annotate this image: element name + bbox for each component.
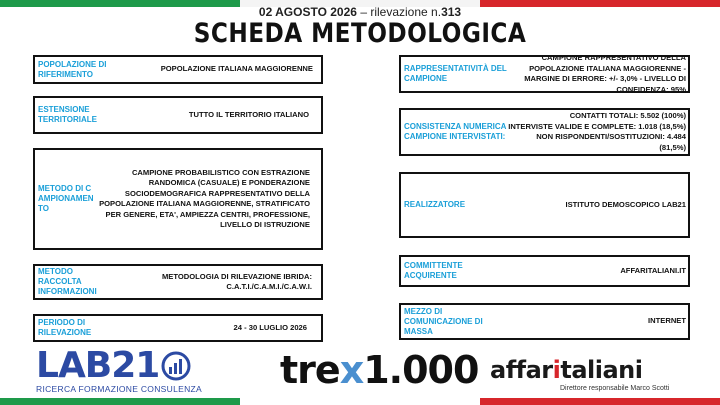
affari-director: Direttore responsabile Marco Scotti — [560, 385, 670, 392]
lab21-name: LAB21 — [36, 345, 160, 386]
affari-one: i — [552, 356, 561, 384]
affaritaliani-logo — [490, 357, 669, 392]
box-campionamento — [33, 148, 323, 250]
value-committente: AFFARITALIANI.IT — [620, 265, 686, 275]
trex-part2: 1.000 — [363, 348, 479, 392]
value-raccolta — [116, 272, 312, 293]
box-mezzo — [399, 303, 690, 340]
value-raccolta-line2: C.A.T.I./C.A.M.I./C.A.W.I. — [226, 282, 312, 291]
value-estensione: TUTTO IL TERRITORIO ITALIANO — [188, 109, 309, 119]
value-contatti-totali: CONTATTI TOTALI: 5.502 (100%) — [569, 111, 686, 120]
label-popolazione: POPOLAZIONE DI RIFERIMENTO — [38, 59, 107, 79]
box-realizzatore — [399, 172, 690, 238]
label-realizzatore: REALIZZATORE — [404, 200, 466, 209]
box-popolazione — [33, 55, 323, 84]
value-rappresentativita: CAMPIONE RAPPRESENTATIVO DELLA POPOLAZIONE ITALIANA MAGGIORENNE - MARGINE DI ERRORE: +/- 3,0% - LIVELLO DI CONFIDENZA: 95% — [524, 53, 686, 94]
value-raccolta-line1: METODOLOGIA DI RILEVAZIONE IBRIDA: — [161, 271, 312, 281]
survey-number: 313 — [441, 5, 462, 19]
affari-part1: affar — [490, 356, 553, 384]
lab21-chart-icon — [161, 351, 191, 381]
lab21-logo — [36, 345, 202, 394]
affari-part2: taliani — [560, 356, 643, 384]
page-title: SCHEDA METODOLOGICA — [193, 18, 527, 49]
box-consistenza — [399, 108, 690, 156]
trex-part1: tre — [280, 348, 340, 392]
trex1000-logo — [280, 350, 478, 390]
value-interviste-valide: INTERVISTE VALIDE E COMPLETE: 1.018 (18,5%) — [508, 121, 686, 131]
trex-x: x — [339, 348, 364, 392]
label-estensione: ESTENSIONE TERRITORIALE — [38, 105, 97, 124]
label-consistenza: CONSISTENZA NUMERICA CAMPIONE INTERVISTATI: — [404, 122, 507, 141]
date-line — [0, 5, 720, 19]
label-raccolta: METODO RACCOLTA INFORMAZIONI — [38, 267, 97, 296]
label-periodo: PERIODO DI RILEVAZIONE — [38, 318, 92, 337]
value-popolazione: POPOLAZIONE ITALIANA MAGGIORENNE — [160, 64, 313, 74]
box-estensione — [33, 96, 323, 134]
value-mezzo: INTERNET — [648, 316, 686, 326]
survey-date: 02 AGOSTO 2026 — [258, 5, 357, 19]
label-mezzo: MEZZO DI COMUNICAZIONE DI MASSA — [404, 306, 483, 336]
value-consistenza — [508, 111, 686, 153]
survey-prefix: rilevazione n. — [370, 5, 442, 19]
value-realizzatore: ISTITUTO DEMOSCOPICO LAB21 — [565, 199, 686, 209]
label-rappresentativita: RAPPRESENTATIVITÀ DEL CAMPIONE — [404, 64, 507, 83]
value-periodo: 24 - 30 LUGLIO 2026 — [233, 322, 307, 332]
label-campionamento: METODO DI CAMPIONAMENTO — [38, 184, 94, 213]
box-raccolta — [33, 264, 323, 300]
value-campionamento: CAMPIONE PROBABILISTICO CON ESTRAZIONE RANDOMICA (CASUALE) E PONDERAZIONE SOCIODEMOGRAFICA RAPPRESENTATIVO DELLA POPOLAZIONE ITALIANA MAGGIORENNE, STRATIFICATO PER GENERE, ETA', AMPIEZZA CENTRI, PROFESSIONE, LIVELLO DI ISTRUZIONE — [99, 167, 310, 229]
box-periodo — [33, 314, 323, 342]
flag-stripe-bottom — [0, 398, 720, 405]
box-committente — [399, 255, 690, 287]
lab21-tagline: RICERCA FORMAZIONE CONSULENZA — [36, 384, 202, 394]
box-rappresentativita — [399, 55, 690, 93]
value-non-rispondenti: NON RISPONDENTI/SOSTITUZIONI: 4.484 (81,5%) — [536, 132, 686, 152]
date-separator: – — [360, 5, 367, 19]
label-committente: COMMITTENTE ACQUIRENTE — [404, 261, 463, 280]
